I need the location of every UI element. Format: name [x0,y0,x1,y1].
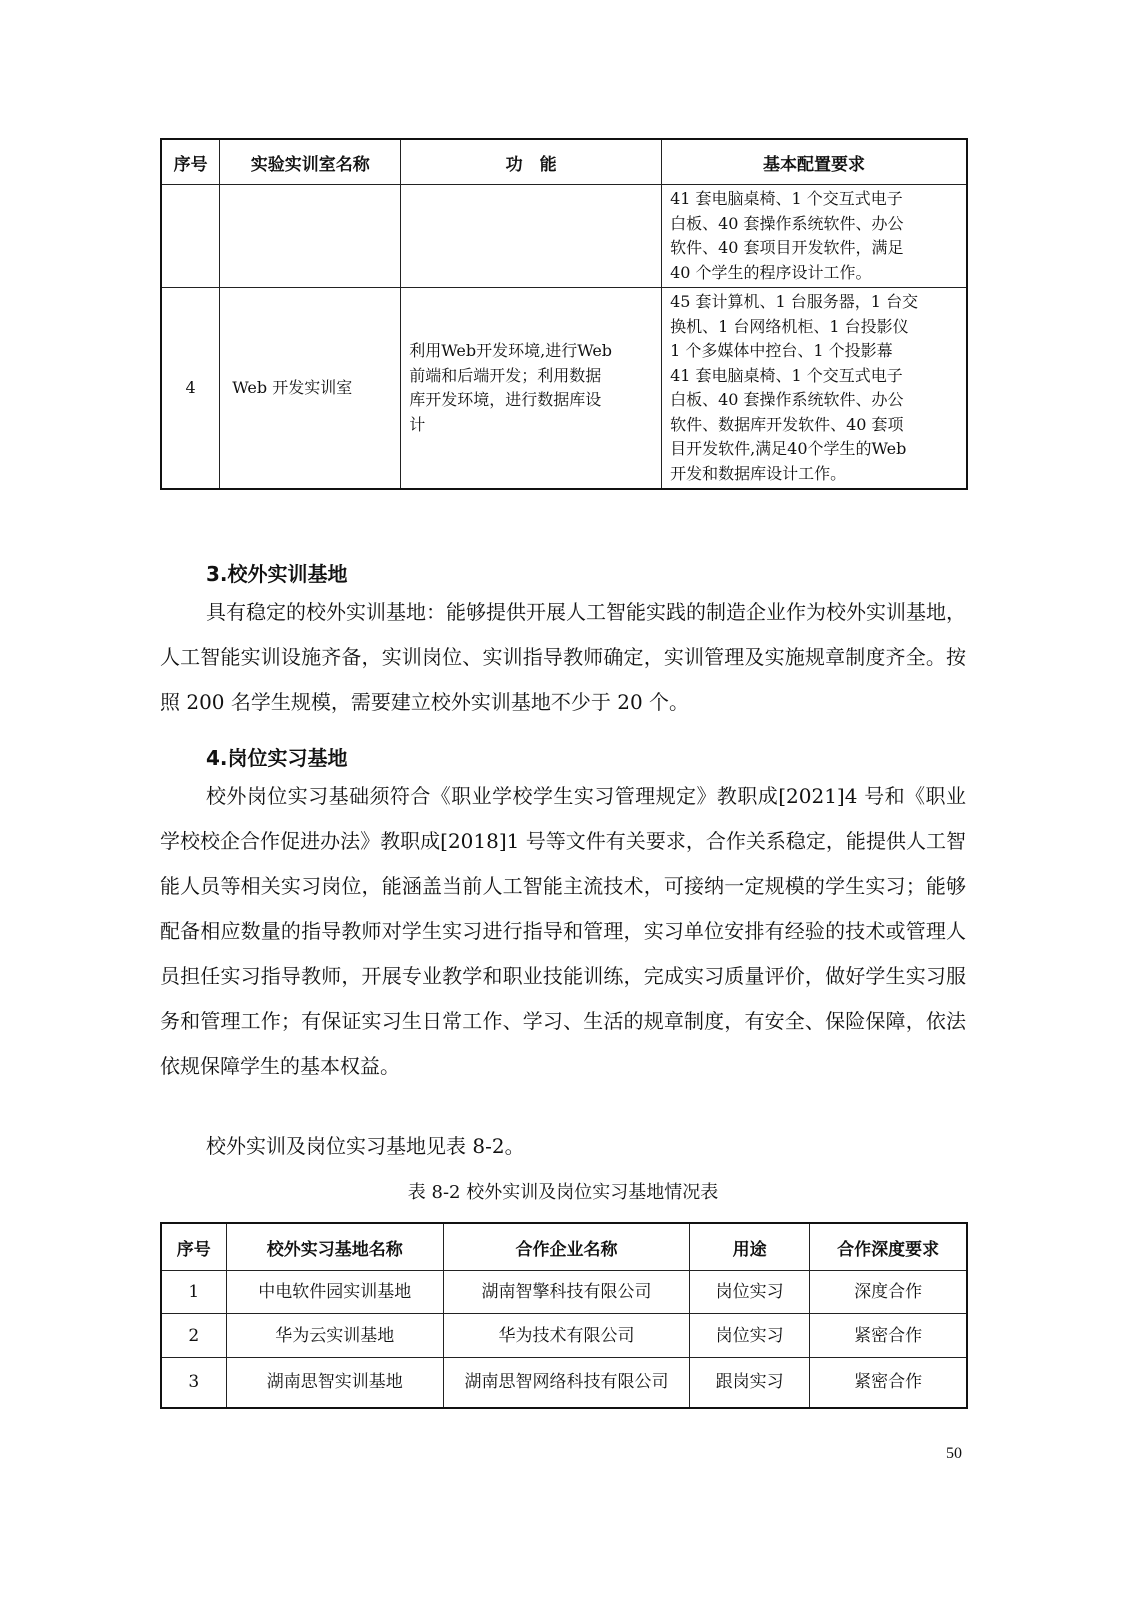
function-line: 库开发环境，进行数据库设 [409,390,602,409]
cell-no [161,185,220,288]
table-row [161,288,967,490]
cell-name: Web 开发实训室 [220,288,401,490]
paragraph: 校外实训及岗位实习基地见表 8-2。 [206,1134,525,1158]
section-heading: 4.岗位实习基地 [206,746,348,770]
cell-company: 湖南智擎科技有限公司 [443,1271,689,1314]
table-header-row [161,1223,967,1271]
table-row [161,1358,967,1408]
config-line: 开发和数据库设计工作。 [670,463,847,483]
paragraph: 校外岗位实习基础须符合《职业学校学生实习管理规定》教职成[2021]4 号和《职业学校校企合作促进办法》教职成[2018]1 号等文件有关要求，合作关系稳定，能提供人工智能人员等相关实习岗位，能涵盖当前人工智能主流技术，可接纳一定规模的学生实习；能够配备相应数量的指导教师对学生实习进行指导和管理，实习单位安排有经验的技术或管理人员担任实习指导教师，开展专业教学和职业技能训练，完成实习质量评价，做好学生实习服务和管理工作；有保证实习生日常工作、学习、生活的规章制度，有安全、保险保障，依法依规保障学生的基本权益。 [160,784,966,1078]
table-row [161,185,967,288]
cell-config [662,288,967,490]
config-line: 软件、数据库开发软件、40 套项 [670,414,904,434]
header-no: 序号 [161,139,220,185]
cell-use: 岗位实习 [690,1314,810,1358]
header-no: 序号 [161,1223,226,1271]
page-number: 50 [946,1445,962,1462]
cell-no: 3 [161,1358,226,1408]
config-line: 1 个多媒体中控台、1 个投影幕 [670,341,893,360]
function-line: 前端和后端开发；利用数据 [409,365,602,385]
cell-config [662,185,967,288]
lab-config-table [160,138,968,490]
function-line: 计 [409,414,426,434]
cell-function [401,185,662,288]
config-line: 41 套电脑桌椅、1 个交互式电子 [670,189,903,208]
cell-use: 跟岗实习 [690,1358,810,1408]
cell-depth: 紧密合作 [810,1358,967,1408]
config-line: 白板、40 套操作系统软件、办公 [670,390,904,409]
cell-depth: 深度合作 [810,1271,967,1314]
cell-base: 湖南思智实训基地 [226,1358,443,1408]
cell-depth: 紧密合作 [810,1314,967,1358]
cell-no: 4 [161,288,220,490]
cell-function [401,288,662,490]
header-lab-name: 实验实训室名称 [220,139,401,185]
table-header-row [161,139,967,185]
cell-no: 1 [161,1271,226,1314]
header-company: 合作企业名称 [443,1223,689,1271]
header-function: 功 能 [401,139,662,185]
header-config: 基本配置要求 [662,139,967,185]
cell-base: 中电软件园实训基地 [226,1271,443,1314]
config-line: 40 个学生的程序设计工作。 [670,262,872,282]
config-line: 45 套计算机、1 台服务器，1 台交 [670,292,919,311]
cell-base: 华为云实训基地 [226,1314,443,1358]
table-row [161,1271,967,1314]
cell-company: 华为技术有限公司 [443,1314,689,1358]
cell-company: 湖南思智网络科技有限公司 [443,1358,689,1408]
config-line: 41 套电脑桌椅、1 个交互式电子 [670,365,903,385]
config-line: 目开发软件,满足40个学生的Web [670,439,907,458]
config-line: 白板、40 套操作系统软件、办公 [670,213,904,233]
header-base-name: 校外实习基地名称 [226,1223,443,1271]
header-depth: 合作深度要求 [810,1223,967,1271]
cell-name [220,185,401,288]
section-heading: 3.校外实训基地 [206,562,348,586]
table-caption: 表 8-2 校外实训及岗位实习基地情况表 [407,1182,719,1203]
cell-use: 岗位实习 [690,1271,810,1314]
config-line: 换机、1 台网络机柜、1 台投影仪 [670,316,909,336]
table-row [161,1314,967,1358]
external-base-table [160,1222,968,1409]
function-line: 利用Web开发环境,进行Web [409,341,613,360]
config-line: 软件、40 套项目开发软件，满足 [670,238,904,257]
header-use: 用途 [690,1223,810,1271]
cell-no: 2 [161,1314,226,1358]
paragraph: 具有稳定的校外实训基地：能够提供开展人工智能实践的制造企业作为校外实训基地，人工智能实训设施齐备，实训岗位、实训指导教师确定，实训管理及实施规章制度齐全。按照 200 名学生规模，需要建立校外实训基地不少于 20 个。 [160,600,966,714]
